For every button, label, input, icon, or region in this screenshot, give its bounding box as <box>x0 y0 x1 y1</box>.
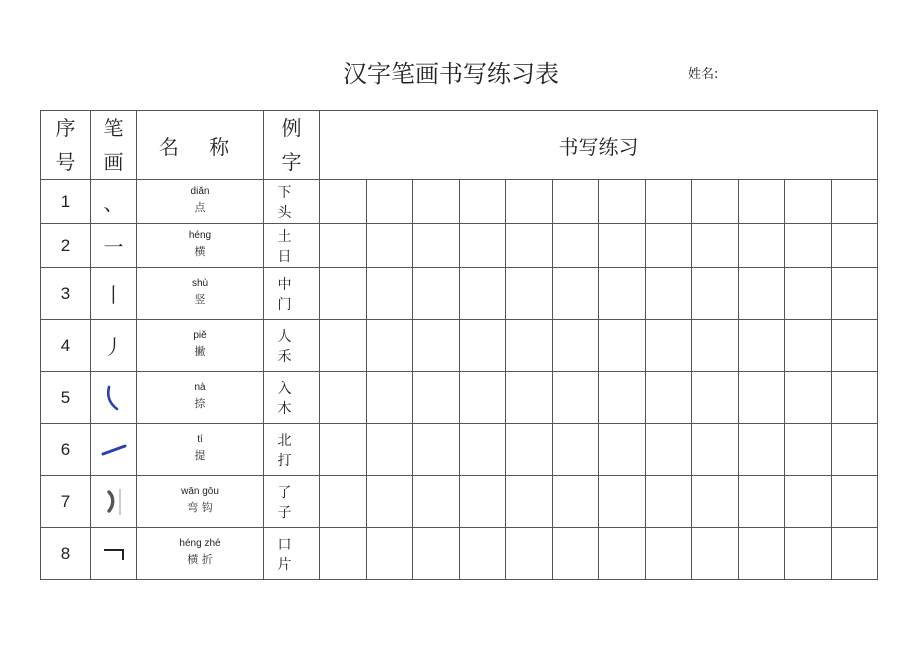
row-index: 4 <box>41 320 91 372</box>
stroke-cell <box>91 424 137 476</box>
table-row <box>41 268 878 320</box>
practice-cell[interactable] <box>320 268 367 320</box>
practice-cell[interactable] <box>320 528 367 580</box>
practice-cell[interactable] <box>739 528 785 580</box>
header-name: 名 称 <box>137 111 264 180</box>
practice-cell[interactable] <box>320 372 367 424</box>
practice-cell[interactable] <box>553 320 599 372</box>
practice-cell[interactable] <box>506 320 553 372</box>
stroke-pinyin: shù <box>191 277 209 289</box>
stroke-pinyin: nà <box>194 381 206 393</box>
header-index-line1: 序 <box>55 116 76 140</box>
practice-cell[interactable] <box>646 372 692 424</box>
header-practice: 书写练习 <box>320 111 878 180</box>
practice-cell[interactable] <box>785 268 832 320</box>
practice-cell[interactable] <box>785 476 832 528</box>
practice-cell[interactable] <box>460 372 506 424</box>
practice-cell[interactable] <box>692 372 739 424</box>
practice-cell[interactable] <box>367 224 413 268</box>
stroke-cell <box>91 528 137 580</box>
table-row <box>41 476 878 528</box>
header-index-line2: 号 <box>55 150 76 174</box>
row-index: 3 <box>41 268 91 320</box>
practice-cell[interactable] <box>506 528 553 580</box>
practice-cell[interactable] <box>785 180 832 224</box>
practice-cell[interactable] <box>832 180 878 224</box>
stroke-cell <box>91 224 137 268</box>
practice-cell[interactable] <box>739 268 785 320</box>
example-chars: 口 片 <box>264 528 320 580</box>
table-row <box>41 180 878 224</box>
practice-cell[interactable] <box>832 268 878 320</box>
table-row <box>41 320 878 372</box>
practice-cell[interactable] <box>599 476 646 528</box>
practice-cell[interactable] <box>692 268 739 320</box>
row-index: 6 <box>41 424 91 476</box>
stroke-name-cell <box>137 476 264 528</box>
practice-cell[interactable] <box>785 224 832 268</box>
table-row <box>41 224 878 268</box>
practice-cell[interactable] <box>506 476 553 528</box>
practice-cell[interactable] <box>413 320 460 372</box>
practice-cell[interactable] <box>413 180 460 224</box>
practice-cell[interactable] <box>553 224 599 268</box>
practice-cell[interactable] <box>460 476 506 528</box>
header-stroke-line2: 画 <box>103 150 124 174</box>
practice-cell[interactable] <box>692 476 739 528</box>
practice-cell[interactable] <box>367 268 413 320</box>
practice-cell[interactable] <box>460 224 506 268</box>
stroke-pinyin: diǎn <box>190 185 210 197</box>
practice-cell[interactable] <box>692 528 739 580</box>
header-example <box>264 111 320 180</box>
practice-cell[interactable] <box>367 424 413 476</box>
practice-cell[interactable] <box>646 528 692 580</box>
practice-cell[interactable] <box>599 372 646 424</box>
stroke-name: 点 <box>194 200 206 214</box>
practice-cell[interactable] <box>506 424 553 476</box>
practice-cell[interactable] <box>553 372 599 424</box>
practice-cell[interactable] <box>320 224 367 268</box>
practice-cell[interactable] <box>785 424 832 476</box>
header-index <box>41 111 91 180</box>
practice-cell[interactable] <box>506 372 553 424</box>
stroke-pinyin: wān gōu <box>181 485 219 497</box>
stroke-pinyin: héng <box>188 229 212 241</box>
stroke-name-cell <box>137 424 264 476</box>
practice-cell[interactable] <box>320 476 367 528</box>
example-chars: 了 子 <box>264 476 320 528</box>
practice-cell[interactable] <box>320 424 367 476</box>
row-index: 1 <box>41 180 91 224</box>
dot-stroke-icon: 、 <box>103 191 124 215</box>
stroke-name-cell <box>137 528 264 580</box>
stroke-name: 撇 <box>194 344 206 358</box>
stroke-name-cell <box>137 268 264 320</box>
practice-cell[interactable] <box>599 320 646 372</box>
row-index: 5 <box>41 372 91 424</box>
practice-cell[interactable] <box>646 268 692 320</box>
page-title: 汉字笔画书写练习表 <box>343 60 559 88</box>
practice-cell[interactable] <box>506 224 553 268</box>
practice-cell[interactable] <box>506 268 553 320</box>
header-example-line2: 字 <box>281 150 302 174</box>
practice-cell[interactable] <box>646 424 692 476</box>
practice-cell[interactable] <box>320 180 367 224</box>
example-chars: 北 打 <box>264 424 320 476</box>
row-index: 7 <box>41 476 91 528</box>
practice-cell[interactable] <box>553 528 599 580</box>
stroke-name: 横 <box>194 244 206 258</box>
practice-cell[interactable] <box>367 528 413 580</box>
example-chars: 中 门 <box>264 268 320 320</box>
stroke-pinyin: tí <box>197 433 203 445</box>
right-falling-stroke-icon <box>91 383 136 413</box>
practice-cell[interactable] <box>413 528 460 580</box>
practice-cell[interactable] <box>785 320 832 372</box>
practice-cell[interactable] <box>646 224 692 268</box>
practice-cell[interactable] <box>367 372 413 424</box>
header-stroke-line1: 笔 <box>103 116 124 140</box>
stroke-name-cell <box>137 372 264 424</box>
table-row <box>41 372 878 424</box>
practice-cell[interactable] <box>739 224 785 268</box>
horizontal-stroke-icon: 一 <box>103 235 124 259</box>
table-row <box>41 424 878 476</box>
stroke-practice-table <box>40 110 878 580</box>
practice-cell[interactable] <box>413 268 460 320</box>
practice-cell[interactable] <box>413 372 460 424</box>
practice-cell[interactable] <box>739 180 785 224</box>
practice-cell[interactable] <box>367 476 413 528</box>
stroke-pinyin: piě <box>193 329 207 341</box>
practice-cell[interactable] <box>413 476 460 528</box>
practice-cell[interactable] <box>460 424 506 476</box>
practice-cell[interactable] <box>646 320 692 372</box>
practice-cell[interactable] <box>599 180 646 224</box>
practice-cell[interactable] <box>832 372 878 424</box>
name-label: 姓名: <box>688 67 719 82</box>
stroke-name-cell <box>137 224 264 268</box>
vertical-stroke-icon: 丨 <box>103 283 124 307</box>
stroke-cell <box>91 320 137 372</box>
practice-cell[interactable] <box>739 372 785 424</box>
practice-cell[interactable] <box>460 180 506 224</box>
practice-cell[interactable] <box>832 224 878 268</box>
header-row <box>41 111 878 180</box>
practice-cell[interactable] <box>553 180 599 224</box>
practice-cell[interactable] <box>599 268 646 320</box>
practice-cell[interactable] <box>646 180 692 224</box>
row-index: 8 <box>41 528 91 580</box>
stroke-pinyin: héng zhé <box>179 537 221 549</box>
practice-cell[interactable] <box>692 320 739 372</box>
example-chars: 人 禾 <box>264 320 320 372</box>
practice-cell[interactable] <box>692 224 739 268</box>
horizontal-turn-stroke-icon <box>91 544 136 564</box>
practice-cell[interactable] <box>599 224 646 268</box>
stroke-cell <box>91 372 137 424</box>
left-falling-stroke-icon: 丿 <box>103 335 124 359</box>
table-row <box>41 528 878 580</box>
practice-cell[interactable] <box>692 180 739 224</box>
example-chars: 入 木 <box>264 372 320 424</box>
example-chars: 下 头 <box>264 180 320 224</box>
practice-cell[interactable] <box>460 528 506 580</box>
practice-cell[interactable] <box>553 424 599 476</box>
practice-cell[interactable] <box>599 424 646 476</box>
practice-cell[interactable] <box>739 320 785 372</box>
stroke-name: 横 折 <box>187 552 213 566</box>
practice-cell[interactable] <box>739 476 785 528</box>
stroke-name: 竖 <box>194 292 206 306</box>
practice-cell[interactable] <box>692 424 739 476</box>
practice-cell[interactable] <box>460 268 506 320</box>
header-example-line1: 例 <box>281 116 302 140</box>
header-stroke <box>91 111 137 180</box>
practice-cell[interactable] <box>832 320 878 372</box>
practice-cell[interactable] <box>413 424 460 476</box>
stroke-cell <box>91 268 137 320</box>
stroke-cell <box>91 476 137 528</box>
practice-cell[interactable] <box>646 476 692 528</box>
practice-cell[interactable] <box>785 372 832 424</box>
practice-cell[interactable] <box>785 528 832 580</box>
row-index: 2 <box>41 224 91 268</box>
rising-stroke-icon <box>91 443 136 457</box>
practice-cell[interactable] <box>832 476 878 528</box>
stroke-name-cell <box>137 180 264 224</box>
practice-cell[interactable] <box>599 528 646 580</box>
stroke-name: 捺 <box>194 396 206 410</box>
practice-cell[interactable] <box>739 424 785 476</box>
practice-cell[interactable] <box>460 320 506 372</box>
bend-hook-stroke-icon <box>91 487 136 517</box>
example-chars: 土 日 <box>264 224 320 268</box>
stroke-cell <box>91 180 137 224</box>
stroke-name: 弯 钩 <box>187 500 213 514</box>
practice-cell[interactable] <box>320 320 367 372</box>
stroke-rows <box>41 180 878 580</box>
practice-cell[interactable] <box>553 476 599 528</box>
practice-cell[interactable] <box>413 224 460 268</box>
stroke-name: 提 <box>194 448 206 462</box>
practice-cell[interactable] <box>832 528 878 580</box>
practice-cell[interactable] <box>367 320 413 372</box>
practice-cell[interactable] <box>553 268 599 320</box>
practice-cell[interactable] <box>832 424 878 476</box>
practice-cell[interactable] <box>506 180 553 224</box>
stroke-name-cell <box>137 320 264 372</box>
practice-cell[interactable] <box>367 180 413 224</box>
